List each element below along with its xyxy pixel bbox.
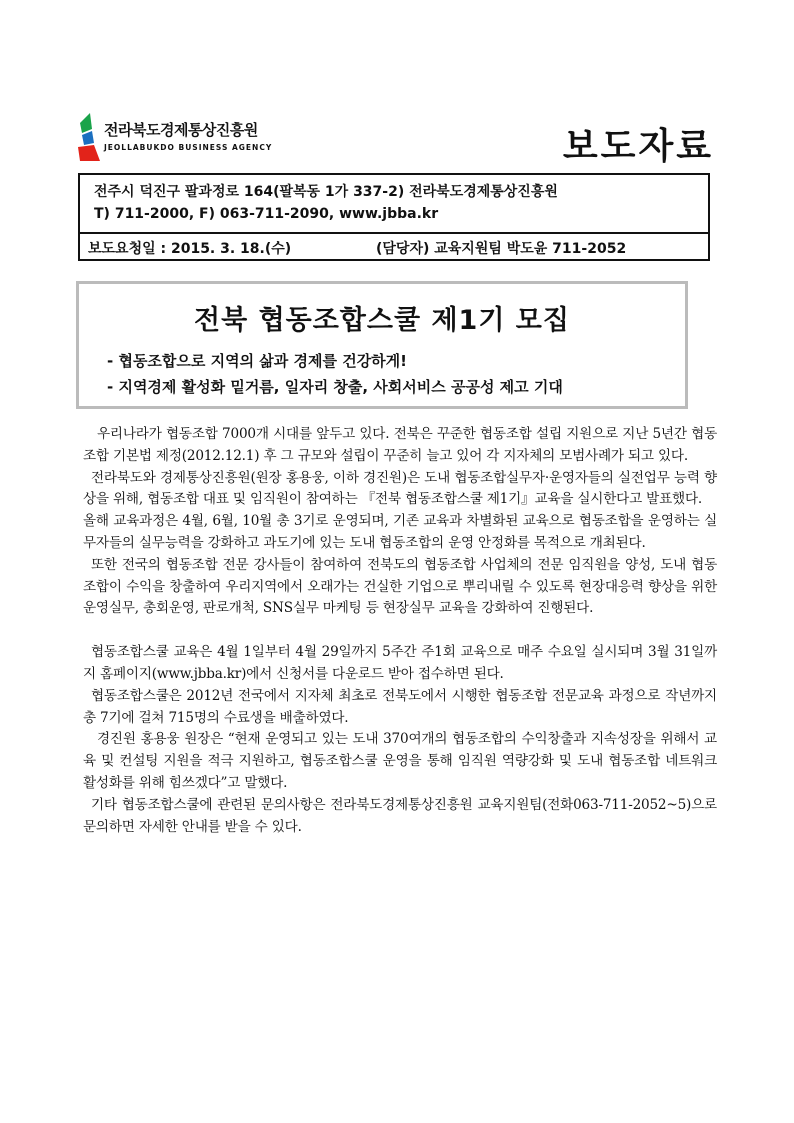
paragraph-2: 전라북도와 경제통상진흥원(원장 홍용웅, 이하 경진원)은 도내 협동조합실무자·운영자들의 실전업무 능력 향상을 위해, 협동조합 대표 및 임직원이 참여하는 『전북 협동조합스쿨 제1기』교육을 실시한다고 발표했다. [83,469,717,508]
paragraph-6: 협동조합스쿨은 2012년 전국에서 지자체 최초로 전북도에서 시행한 협동조합 전문교육 과정으로 작년까지 총 7기에 걸쳐 715명의 수료생을 배출하였다. [83,687,717,726]
headline-sub-2: - 지역경제 활성화 밑거름, 일자리 창출, 사회서비스 공공성 제고 기대 [107,378,563,396]
paragraph-4: 또한 전국의 협동조합 전문 강사들이 참여하여 전북도의 협동조합 사업체의 전문 임직원을 양성, 도내 협동조합이 수익을 창출하여 우리지역에서 오래가는 건실한 기업으로 뿌리내릴 수 있도록 현장대응력 향상을 위한 운영실무, 총회운영, 판로개척, SNS실무 마케팅 등 현장실무 교육을 강화하여 진행된다. [83,556,717,617]
paragraph-3: 올해 교육과정은 4월, 6월, 10월 총 3기로 운영되며, 기존 교육과 차별화된 교육으로 협동조합을 운영하는 실무자들의 실무능력을 강화하고 과도기에 있는 도내 협동조합의 운영 안정화를 목적으로 개최된다. [83,513,717,551]
headline-box [76,281,688,409]
contact-person: (담당자) 교육지원팀 박도윤 711-2052 [376,241,627,257]
header-divider [80,232,708,234]
org-name: 전라북도경제통상진흥원 [104,121,258,139]
paragraph-1: 우리나라가 협동조합 7000개 시대를 앞두고 있다. 전북은 꾸준한 협동조합 설립 지원으로 지난 5년간 협동조합 기본법 제정(2012.12.1) 후 그 규모와 설립이 꾸준히 늘고 있어 각 지자체의 모범사례가 되고 있다. [83,426,717,464]
release-date: 보도요청일 : 2015. 3. 18.(수) [88,241,292,257]
paragraph-5: 협동조합스쿨 교육은 4월 1일부터 4월 29일까지 5주간 주1회 교육으로 매주 수요일 실시되며 3월 31일까지 홈페이지(www.jbba.kr)에서 신청서를 다운로드 받아 접수하면 된다. [83,644,717,682]
article-body [83,424,717,838]
header-info-box [78,173,710,261]
org-logo [78,113,318,163]
header-address: 전주시 덕진구 팔과정로 164(팔복동 1가 337-2) 전라북도경제통상진흥원 [94,184,558,200]
press-release-title: 보도자료 [562,126,714,167]
org-name-en: JEOLLABUKDO BUSINESS AGENCY [104,143,273,152]
org-logo-icon [78,113,102,161]
paragraph-8: 기타 협동조합스쿨에 관련된 문의사항은 전라북도경제통상진흥원 교육지원팀(전화063-711-2052~5)으로 문의하면 자세한 안내를 받을 수 있다. [83,796,717,835]
header-contact: T) 711-2000, F) 063-711-2090, www.jbba.kr [94,206,439,222]
paragraph-7: 경진원 홍용웅 원장은 “현재 운영되고 있는 도내 370여개의 협동조합의 수익창출과 지속성장을 위해서 교육 및 컨설팅 지원을 적극 지원하고, 협동조합스쿨 운영을 통해 임직원 역량강화 및 도내 협동조합 네트워크 활성화를 위해 힘쓰겠다”고 말했다. [83,731,717,791]
headline-sub-1: - 협동조합으로 지역의 삶과 경제를 건강하게! [107,352,407,370]
paragraph-gap [83,620,717,642]
headline-title: 전북 협동조합스쿨 제1기 모집 [194,305,570,336]
